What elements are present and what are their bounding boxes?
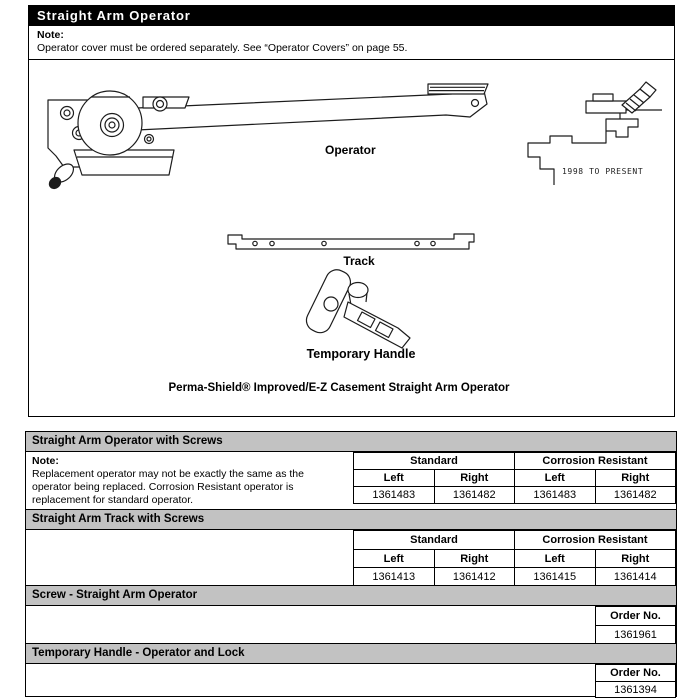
track-col-header-cr-left: Left [515,550,596,568]
operator-col-header-std-left: Left [354,470,435,487]
operator-corrosion-group-header: Corrosion Resistant [515,453,676,470]
part-number-cell: 1361412 [434,568,515,586]
track-col-header-std-right: Right [434,550,515,568]
temp-handle-order-no-header: Order No. [596,665,676,682]
screw-order-table [595,606,676,644]
track-corrosion-group-header: Corrosion Resistant [515,531,676,550]
section-header-temp-handle: Temporary Handle - Operator and Lock [25,643,677,664]
operator-standard-group-header: Standard [354,453,515,470]
parts-table [25,431,677,697]
operator-note-cell [26,452,353,509]
track-standard-group-header: Standard [354,531,515,550]
note-box [28,26,675,60]
track-drawing [224,230,480,254]
cross-section-label: 1998 TO PRESENT [562,167,644,176]
part-number-cell: 1361483 [354,487,435,504]
operator-col-header-cr-left: Left [515,470,596,487]
section-body-screw [25,606,677,643]
part-number-cell: 1361413 [354,568,435,586]
section-header-screw: Screw - Straight Arm Operator [25,585,677,606]
section-header-operator: Straight Arm Operator with Screws [25,431,677,452]
temporary-handle-label: Temporary Handle [306,347,416,361]
temporary-handle-drawing [292,268,422,353]
operator-col-header-std-right: Right [434,470,515,487]
operator-part-numbers-table [353,452,676,504]
section-body-temp-handle [25,664,677,697]
part-number-cell: 1361414 [595,568,676,586]
order-number-cell: 1361394 [596,682,676,698]
note-label: Note: [37,29,64,41]
track-part-numbers-table [353,530,676,586]
operator-drawing [37,77,497,212]
page-title: Straight Arm Operator [28,5,675,26]
note-text: Operator cover must be ordered separately. See “Operator Covers” on page 55. [37,42,408,54]
operator-note-text: Replacement operator may not be exactly the same as the operator being replaced. Corrosion Resistant operator is replacement for standard operator. [32,468,304,506]
section-header-track: Straight Arm Track with Screws [25,509,677,530]
track-col-header-std-left: Left [354,550,435,568]
operator-col-header-cr-right: Right [595,470,676,487]
part-number-cell: 1361483 [515,487,596,504]
operator-note-label: Note: [32,455,59,467]
part-number-cell: 1361482 [434,487,515,504]
operator-label: Operator [325,143,376,157]
part-number-cell: 1361482 [595,487,676,504]
part-number-cell: 1361415 [515,568,596,586]
diagram-caption: Perma-Shield® Improved/E-Z Casement Straight Arm Operator [168,382,510,394]
track-label: Track [343,254,375,268]
track-col-header-cr-right: Right [595,550,676,568]
section-body-operator [25,452,677,509]
temp-handle-order-table [595,664,676,698]
order-number-cell: 1361961 [596,626,676,644]
screw-order-no-header: Order No. [596,607,676,626]
section-body-track [25,530,677,585]
diagram-panel [28,60,675,417]
